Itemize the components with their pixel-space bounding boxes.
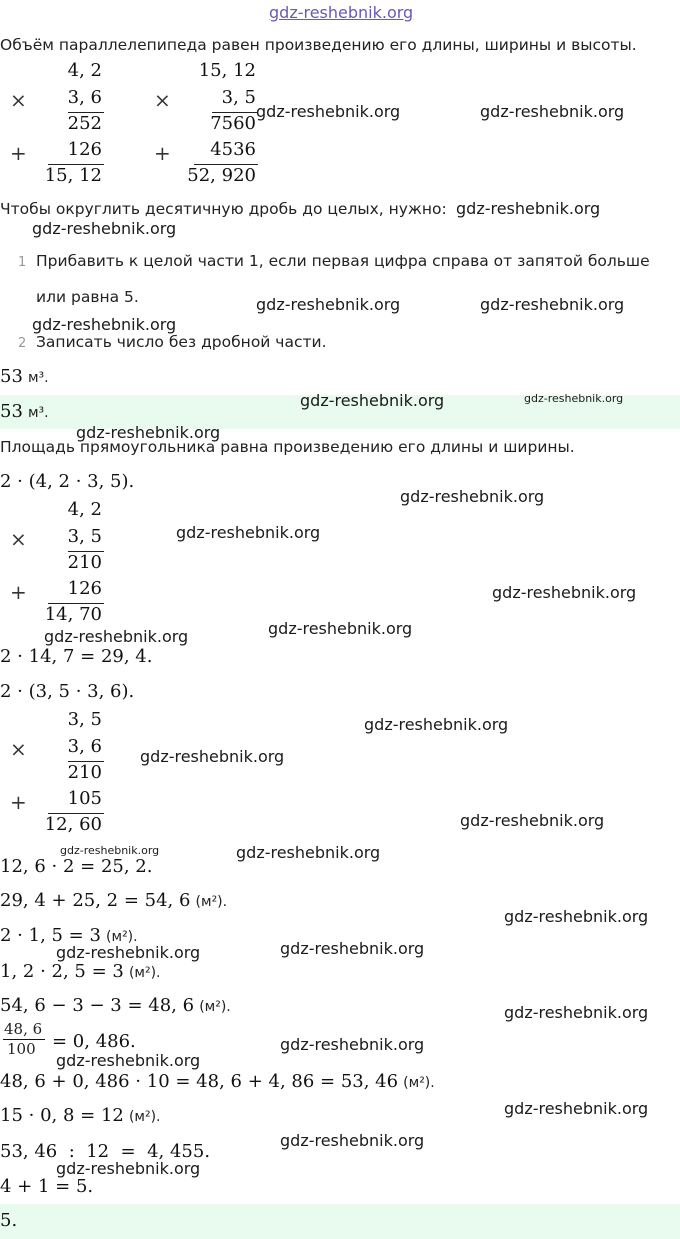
answer-band-2 (0, 1204, 680, 1239)
watermark: gdz-reshebnik.org (504, 907, 649, 926)
step-number-1: 1 (18, 255, 27, 270)
times-sign-3: × (10, 527, 27, 551)
expression-7: 15 · 0, 8 = 12 (0, 1105, 124, 1126)
expression-3: 2 · 1, 5 = 3 (0, 925, 101, 946)
watermark: gdz-reshebnik.org (492, 583, 637, 602)
watermark: gdz-reshebnik.org (456, 199, 601, 218)
step-2-text: Записать число без дробной части. (36, 333, 327, 351)
volume-rule-text: Объём параллелепипеда равен произведению его длины, ширины и высоты. (0, 36, 637, 54)
calc4-partial-2: 105 (67, 788, 102, 809)
watermark: gdz-reshebnik.org (268, 619, 413, 638)
watermark: gdz-reshebnik.org (256, 102, 401, 121)
watermark: gdz-reshebnik.org (480, 295, 625, 314)
answer-value: 53 (0, 401, 23, 422)
answer-unit: м³. (28, 370, 49, 386)
calc3-factor-b: 3, 5 (67, 526, 102, 547)
times-sign-1: × (10, 88, 27, 112)
plus-sign-1: + (10, 141, 27, 165)
answer-value: 53 (0, 366, 23, 387)
calc2-partial-2: 4536 (210, 139, 256, 160)
calc1-partial-1: 252 (67, 113, 102, 134)
sum-expression: 29, 4 + 25, 2 = 54, 6 (0, 890, 191, 911)
watermark: gdz-reshebnik.org (400, 487, 545, 506)
watermark: gdz-reshebnik.org (236, 843, 381, 862)
calc3-result: 14, 70 (44, 604, 102, 625)
watermark: gdz-reshebnik.org (460, 811, 605, 830)
plus-sign-2: + (154, 141, 171, 165)
expression-8: 53, 46 : 12 = 4, 455. (0, 1141, 211, 1162)
expression-9: 4 + 1 = 5. (0, 1176, 94, 1197)
expression-line-6 (0, 1071, 435, 1092)
top-watermark-link[interactable]: gdz-reshebnik.org (269, 3, 414, 22)
watermark: gdz-reshebnik.org (44, 627, 189, 646)
calc3-partial-2: 126 (67, 578, 102, 599)
step-1-text-cont: или равна 5. (36, 288, 139, 306)
calc3-partial-1: 210 (67, 552, 102, 573)
calc4-factor-a: 3, 5 (67, 709, 102, 730)
calc4-factor-b: 3, 6 (67, 736, 102, 757)
answer-line-1 (0, 366, 49, 387)
watermark: gdz-reshebnik.org (280, 1035, 425, 1054)
fraction-result: = 0, 486. (52, 1031, 136, 1052)
expression-2: 2 · (3, 5 · 3, 6). (0, 681, 135, 702)
unit-label: (м²). (128, 1109, 161, 1125)
area-rule-text: Площадь прямоугольника равна произведению его длины и ширины. (0, 438, 575, 456)
calc1-factor-a: 4, 2 (67, 60, 102, 81)
calc2-factor-a: 15, 12 (198, 60, 256, 81)
expression-line-7 (0, 1105, 161, 1126)
calc1-partial-2: 126 (67, 139, 102, 160)
unit-label: (м²). (199, 999, 231, 1015)
watermark: gdz-reshebnik.org (176, 523, 321, 542)
expression-line-5 (0, 995, 231, 1016)
watermark: gdz-reshebnik.org (300, 391, 445, 410)
calc2-result: 52, 920 (187, 165, 256, 186)
calc4-result: 12, 60 (44, 814, 102, 835)
watermark: gdz-reshebnik.org (32, 219, 177, 238)
watermark: gdz-reshebnik.org (280, 939, 425, 958)
result-2: 12, 6 · 2 = 25, 2. (0, 856, 153, 877)
fraction-numerator: 48, 6 (4, 1020, 43, 1038)
calc3-factor-a: 4, 2 (67, 499, 102, 520)
result-1: 2 · 14, 7 = 29, 4. (0, 646, 153, 667)
watermark: gdz-reshebnik.org (504, 1003, 649, 1022)
expression-1: 2 · (4, 2 · 3, 5). (0, 471, 135, 492)
unit-label: (м²). (128, 965, 161, 981)
plus-sign-4: + (10, 790, 27, 814)
watermark: gdz-reshebnik.org (76, 423, 221, 442)
watermark: gdz-reshebnik.org (280, 1131, 425, 1150)
watermark: gdz-reshebnik.org (56, 943, 201, 962)
fraction-denominator: 100 (7, 1040, 36, 1058)
plus-sign-3: + (10, 580, 27, 604)
watermark: gdz-reshebnik.org (364, 715, 509, 734)
unit-label: (м²). (403, 1075, 435, 1091)
watermark: gdz-reshebnik.org (524, 392, 624, 405)
calc1-result: 15, 12 (44, 165, 102, 186)
step-number-2: 2 (18, 336, 27, 351)
expression-4: 1, 2 · 2, 5 = 3 (0, 961, 124, 982)
watermark: gdz-reshebnik.org (504, 1099, 649, 1118)
times-sign-2: × (154, 88, 171, 112)
final-answer: 5. (0, 1210, 18, 1231)
calc2-factor-b: 3, 5 (221, 87, 256, 108)
expression-6: 48, 6 + 0, 486 · 10 = 48, 6 + 4, 86 = 53, 46 (0, 1071, 399, 1092)
unit-label: (м²). (195, 894, 228, 910)
watermark: gdz-reshebnik.org (56, 1051, 201, 1070)
unit-label: (м²). (106, 929, 138, 945)
watermark: gdz-reshebnik.org (32, 315, 177, 334)
watermark: gdz-reshebnik.org (140, 747, 285, 766)
calc2-partial-1: 7560 (210, 113, 256, 134)
watermark: gdz-reshebnik.org (60, 844, 160, 857)
calc4-partial-1: 210 (67, 762, 102, 783)
watermark: gdz-reshebnik.org (480, 102, 625, 121)
expression-line-4 (0, 961, 161, 982)
watermark: gdz-reshebnik.org (256, 295, 401, 314)
step-1-text: Прибавить к целой части 1, если первая цифра справа от запятой больше (36, 252, 650, 270)
expression-5: 54, 6 − 3 − 3 = 48, 6 (0, 995, 195, 1016)
sum-line (0, 890, 227, 911)
watermark: gdz-reshebnik.org (56, 1159, 201, 1178)
answer-band-1-text (0, 401, 49, 422)
calc1-factor-b: 3, 6 (67, 87, 102, 108)
times-sign-4: × (10, 737, 27, 761)
answer-unit: м³. (28, 405, 49, 421)
round-rule-text: Чтобы округлить десятичную дробь до целых, нужно: (0, 200, 447, 218)
